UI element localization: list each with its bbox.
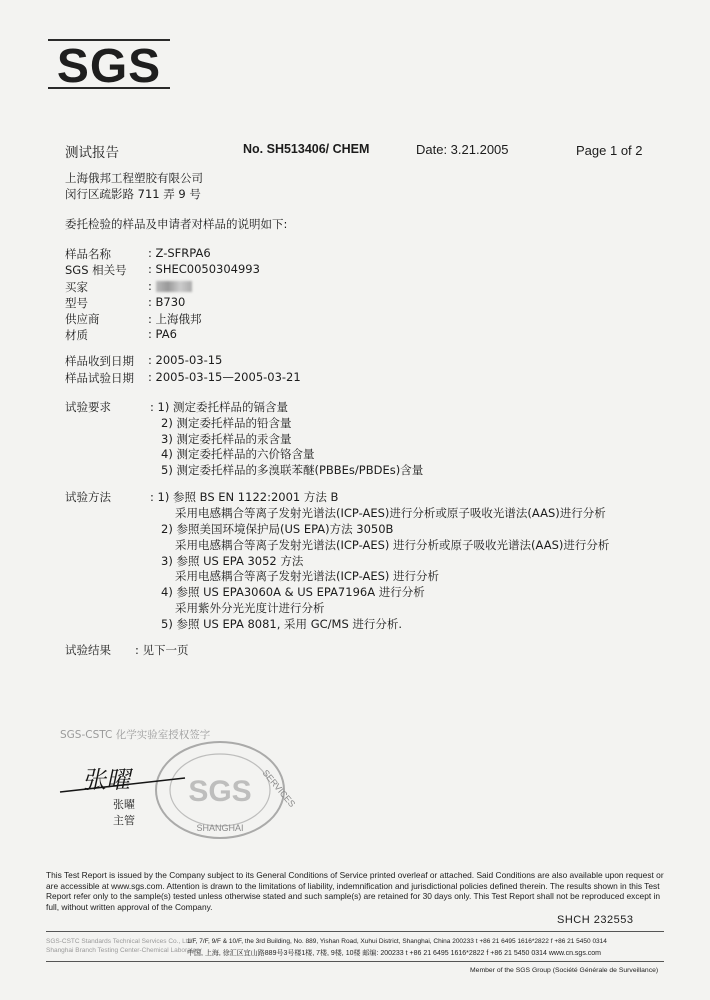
footer-company: SGS-CSTC Standards Technical Services Co., Ltd. <box>46 938 193 945</box>
buyer-value: : <box>148 279 192 293</box>
footer-address-cn: 中国, 上海, 徐汇区宜山路889号3号楼1楼, 7楼, 9楼, 10楼 邮编: 200233 t +86 21 6495 1616*2822 f +86 21 5450 0314 www.cn.sgs.com <box>187 950 601 957</box>
sample-name-label: 样品名称 <box>65 247 111 261</box>
footer-divider-bottom <box>46 961 664 962</box>
method-line: 采用电感耦合等离子发射光谱法(ICP-AES)进行分析或原子吸收光谱法(AAS)进行分析 <box>175 506 606 520</box>
handwritten-signature <box>55 752 195 802</box>
requirement-item: 2) 测定委托样品的铅含量 <box>161 416 292 430</box>
material-label: 材质 <box>65 328 88 342</box>
sgs-ref-label: SGS 相关号 <box>65 263 127 277</box>
method-line: 2) 参照美国环境保护局(US EPA)方法 3050B <box>161 522 394 536</box>
serial-number: SHCH 232553 <box>557 914 634 926</box>
report-number: No. SH513406/ CHEM <box>243 142 370 156</box>
signatory-name: 张曜 <box>113 798 135 811</box>
results-value: : 见下一页 <box>135 643 189 657</box>
method-line: 采用紫外分光光度计进行分析 <box>175 601 325 615</box>
results-label: 试验结果 <box>65 643 111 657</box>
received-date-label: 样品收到日期 <box>65 354 134 368</box>
test-date-label: 样品试验日期 <box>65 371 134 385</box>
requirement-item: 4) 测定委托样品的六价铬含量 <box>161 447 315 461</box>
buyer-label: 买家 <box>65 280 88 294</box>
method-line: 采用电感耦合等离子发射光谱法(ICP-AES) 进行分析或原子吸收光谱法(AAS)进行分析 <box>175 538 610 552</box>
client-address: 闵行区疏影路 711 弄 9 号 <box>65 187 201 201</box>
stamp-bottom-text: SHANGHAI <box>196 823 244 833</box>
requirement-item: 3) 测定委托样品的汞含量 <box>161 432 292 446</box>
signatory-role: 主管 <box>113 814 135 827</box>
lab-authorization-text: SGS-CSTC 化学实验室授权签字 <box>60 729 211 741</box>
method-line: 4) 参照 US EPA3060A & US EPA7196A 进行分析 <box>161 585 425 599</box>
sgs-logo <box>48 32 170 96</box>
method-line: 采用电感耦合等离子发射光谱法(ICP-AES) 进行分析 <box>175 569 440 583</box>
footer-address-en: 1/F, 7/F, 9/F & 10/F, the 3rd Building, No. 889, Yishan Road, Xuhui District, Shanghai, China 200233 t +86 21 6495 1616*2822 f +86 21 5450 0314 <box>187 938 607 945</box>
sample-name-value: : Z-SFRPA6 <box>148 246 211 260</box>
footer-member: Member of the SGS Group (Société Générale de Surveillance) <box>470 967 659 974</box>
stamp-top-text: SERVICES <box>260 767 298 810</box>
page-number: Page 1 of 2 <box>576 143 643 158</box>
logo-text: SGS <box>56 40 162 93</box>
requirement-item: 5) 测定委托样品的多溴联苯醚(PBBEs/PBDEs)含量 <box>161 463 424 477</box>
disclaimer-text: This Test Report is issued by the Company subject to its General Conditions of Service printed overleaf or attached. Said Conditions are also available upon request or are accessible at www.sgs.com. Attention is drawn to the limitations of liability, indemnification and jurisdictional policies defined therein. The results shown in this Test Report refer only to the sample(s) tested unless otherwise stated and such sample(s) are retained for 30 days only. This Test Report shall not be reproduced except in full, without written approval of the Company. <box>46 870 664 912</box>
footer-branch: Shanghai Branch Testing Center-Chemical Laboratory <box>46 947 202 954</box>
requirements-label: 试验要求 <box>65 400 111 414</box>
redacted-buyer <box>156 281 192 292</box>
report-title: 测试报告 <box>65 145 119 161</box>
intro-text: 委托检验的样品及申请者对样品的说明如下: <box>65 217 288 231</box>
method-line: 3) 参照 US EPA 3052 方法 <box>161 554 304 568</box>
client-name: 上海俄邦工程塑胶有限公司 <box>65 171 203 185</box>
sgs-ref-value: : SHEC0050304993 <box>148 262 260 276</box>
test-date-value: : 2005-03-15—2005-03-21 <box>148 370 301 384</box>
supplier-label: 供应商 <box>65 312 100 326</box>
model-label: 型号 <box>65 296 88 310</box>
report-date: Date: 3.21.2005 <box>416 142 509 157</box>
method-line: : 1) 参照 BS EN 1122:2001 方法 B <box>150 490 339 504</box>
methods-label: 试验方法 <box>65 490 111 504</box>
stamp-center-text: SGS <box>188 775 252 808</box>
method-line: 5) 参照 US EPA 8081, 采用 GC/MS 进行分析. <box>161 617 403 631</box>
model-value: : B730 <box>148 295 186 309</box>
requirement-item: : 1) 测定委托样品的镉含量 <box>150 400 288 414</box>
footer-divider <box>46 931 664 932</box>
signature-text: 张曜 <box>81 765 136 794</box>
material-value: : PA6 <box>148 327 177 341</box>
supplier-value: : 上海俄邦 <box>148 312 202 326</box>
received-date-value: : 2005-03-15 <box>148 353 223 367</box>
